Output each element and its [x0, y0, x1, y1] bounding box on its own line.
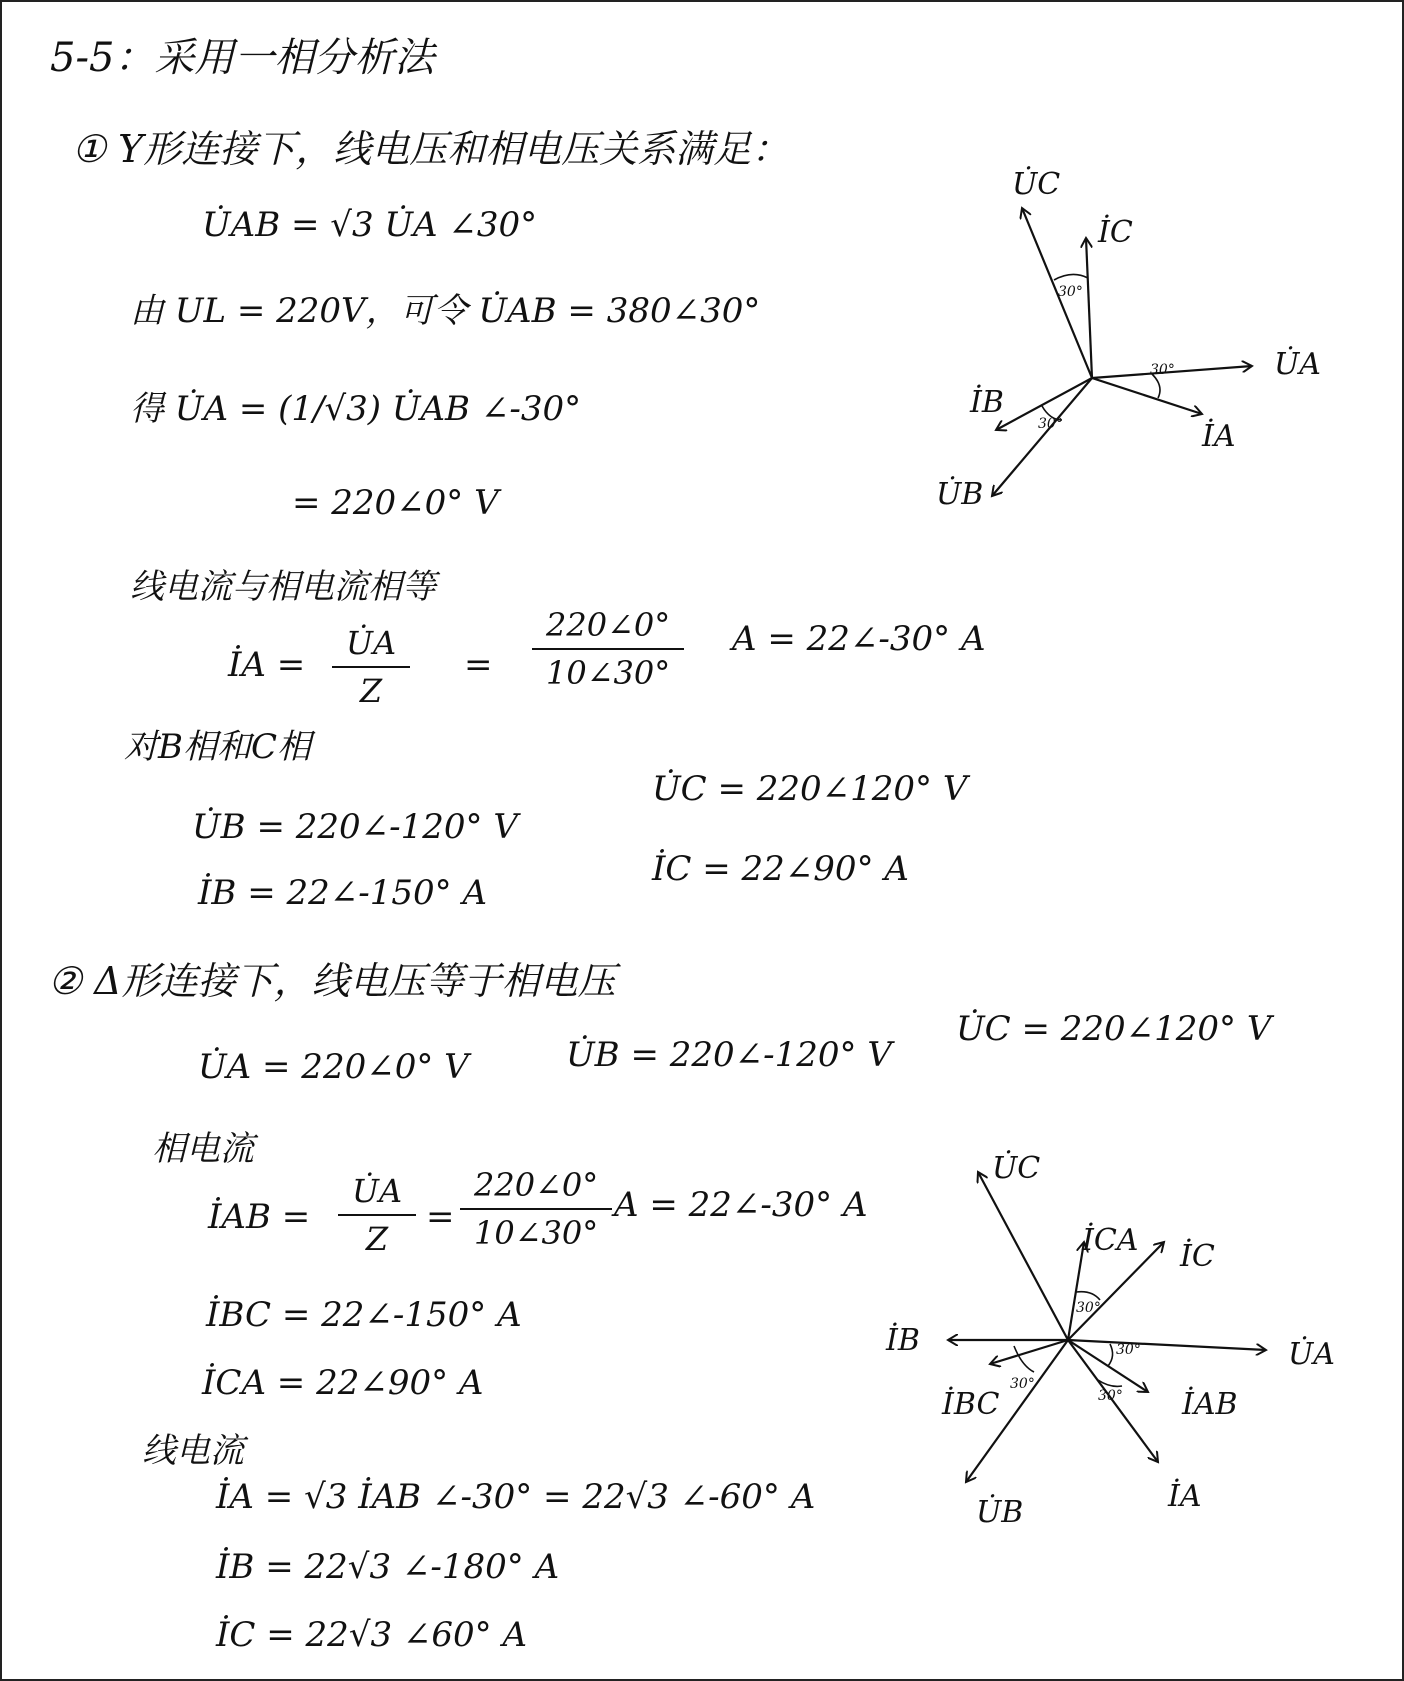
part1-ia-rhs: A = 22∠-30° A	[732, 619, 986, 659]
angle-label-4: 30°	[1098, 1388, 1123, 1404]
part1-ub: U̇B = 220∠-120° V	[192, 807, 518, 847]
label-ub: U̇B	[936, 477, 984, 512]
label-ica: İCA	[1082, 1223, 1139, 1258]
angle-label-3: 30°	[1010, 1376, 1035, 1392]
label-ia: İA	[1168, 1479, 1202, 1514]
angle-arc-1	[1054, 274, 1088, 280]
label-ub: U̇B	[976, 1495, 1024, 1530]
fraction-numerator: U̇A	[332, 624, 410, 668]
phasor-ia	[1092, 378, 1202, 414]
part1-ia-fraction-2	[532, 606, 684, 692]
problem-title: 5-5：采用一相分析法	[50, 35, 435, 81]
part1-eq-uab: U̇AB = √3 U̇A ∠30°	[202, 205, 538, 245]
part2-heading: ② Δ形连接下，线电压等于相电压	[48, 959, 616, 1003]
fraction-numerator: 220∠0°	[460, 1166, 612, 1210]
part1-ia-eq: =	[464, 645, 493, 685]
label-ibc: İBC	[942, 1387, 1000, 1422]
part2-iab-fraction-1	[338, 1172, 416, 1258]
angle-arc-1	[1076, 1292, 1100, 1300]
fraction-denominator: 10∠30°	[546, 654, 671, 692]
label-ua: U̇A	[1274, 347, 1321, 382]
part1-ia-fraction-1	[332, 624, 410, 710]
fraction-numerator: U̇A	[338, 1172, 416, 1216]
fraction-denominator: Z	[359, 672, 383, 710]
part2-ic: İC = 22√3 ∠60° A	[216, 1615, 528, 1655]
angle-label-2: 30°	[1150, 362, 1175, 378]
angle-label-2: 30°	[1116, 1342, 1141, 1358]
part2-line-label: 线电流	[142, 1431, 244, 1471]
part1-ib: İB = 22∠-150° A	[198, 873, 488, 913]
phasor-diagram-1	[902, 142, 1342, 542]
angle-label-3: 30°	[1038, 416, 1063, 432]
phasor-diagram-2	[862, 1102, 1362, 1542]
label-ia: İA	[1202, 419, 1236, 454]
angle-label-1: 30°	[1076, 1300, 1101, 1316]
part2-iab-lhs: İAB =	[208, 1197, 311, 1237]
part2-ibc: İBC = 22∠-150° A	[206, 1295, 522, 1335]
part2-volts-b: U̇B = 220∠-120° V	[566, 1035, 892, 1075]
part1-eq-ua: 得 U̇A = (1/√3) U̇AB ∠-30°	[130, 389, 582, 429]
part1-bc-note: 对B相和C相	[124, 727, 311, 767]
label-ic: İC	[1180, 1239, 1215, 1274]
phasor-uc	[978, 1172, 1068, 1340]
phasor-ua	[1068, 1340, 1266, 1350]
label-ib: İB	[970, 385, 1004, 420]
angle-label-1: 30°	[1058, 284, 1083, 300]
label-ib: İB	[886, 1323, 920, 1358]
part2-ib: İB = 22√3 ∠-180° A	[216, 1547, 560, 1587]
part2-iab-eq: =	[426, 1197, 455, 1237]
fraction-denominator: 10∠30°	[474, 1214, 599, 1252]
label-iab: İAB	[1182, 1387, 1238, 1422]
part1-ia-lhs: İA =	[228, 645, 306, 685]
part1-heading: ① Y形连接下，线电压和相电压关系满足：	[72, 127, 790, 171]
part1-line-phase-note: 线电流与相电流相等	[130, 567, 436, 607]
part2-ica: İCA = 22∠90° A	[202, 1363, 484, 1403]
part1-uc: U̇C = 220∠120° V	[652, 769, 968, 809]
phasor-ub	[992, 378, 1092, 496]
angle-arc-3	[1014, 1346, 1034, 1372]
part2-volts-c: U̇C = 220∠120° V	[956, 1009, 1272, 1049]
fraction-numerator: 220∠0°	[532, 606, 684, 650]
part1-ic: İC = 22∠90° A	[652, 849, 909, 889]
label-ic: İC	[1098, 215, 1133, 250]
label-ua: U̇A	[1288, 1337, 1335, 1372]
phasor-ic	[1086, 238, 1092, 378]
angle-arc-2	[1108, 1344, 1113, 1366]
part1-eq-ul: 由 UL = 220V，可令 U̇AB = 380∠30°	[130, 291, 761, 331]
part2-iab-rhs: A = 22∠-30° A	[614, 1185, 868, 1225]
phasor-ibc	[990, 1340, 1068, 1364]
fraction-denominator: Z	[365, 1220, 389, 1258]
part2-phase-label: 相电流	[152, 1129, 254, 1169]
label-uc: U̇C	[992, 1151, 1041, 1186]
part2-iab-fraction-2	[460, 1166, 612, 1252]
label-uc: U̇C	[1012, 167, 1061, 202]
part2-ia: İA = √3 İAB ∠-30° = 22√3 ∠-60° A	[216, 1477, 816, 1517]
part1-eq-ua-result: = 220∠0° V	[292, 483, 499, 523]
part2-volts-a: U̇A = 220∠0° V	[198, 1047, 469, 1087]
